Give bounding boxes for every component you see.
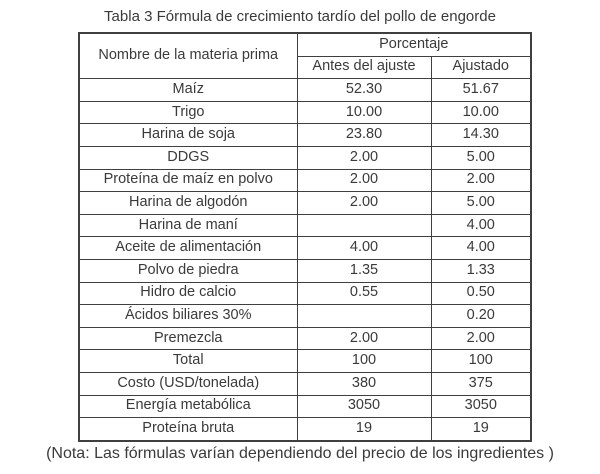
ingredient-name-cell: Proteína de maíz en polvo (79, 169, 297, 192)
ingredient-name-cell: Harina de algodón (79, 192, 297, 215)
column-header-before-adjustment: Antes del ajuste (297, 56, 431, 79)
ingredient-name-cell: Energía metabólica (79, 395, 297, 418)
ingredient-name-cell: Polvo de piedra (79, 259, 297, 282)
ingredient-name-cell: Costo (USD/tonelada) (79, 372, 297, 395)
formula-table (78, 32, 532, 442)
adjusted-cell: 4.00 (431, 214, 531, 237)
ingredient-name-cell: Trigo (79, 101, 297, 124)
adjusted-cell: 1.33 (431, 259, 531, 282)
ingredient-name-cell: Premezcla (79, 327, 297, 350)
table-row (79, 101, 531, 124)
table-header (79, 33, 531, 79)
ingredient-name-cell: Hidro de calcio (79, 282, 297, 305)
table-row (79, 395, 531, 418)
table-row (79, 259, 531, 282)
ingredient-name-cell: DDGS (79, 146, 297, 169)
table-row (79, 124, 531, 147)
table-row (79, 237, 531, 260)
adjusted-cell: 5.00 (431, 146, 531, 169)
before-adjustment-cell (297, 305, 431, 328)
ingredient-name-cell: Ácidos biliares 30% (79, 305, 297, 328)
before-adjustment-cell: 2.00 (297, 192, 431, 215)
before-adjustment-cell (297, 214, 431, 237)
table-body (79, 79, 531, 441)
adjusted-cell: 0.50 (431, 282, 531, 305)
table-caption: Tabla 3 Fórmula de crecimiento tardío del pollo de engorde (104, 8, 496, 25)
before-adjustment-cell: 23.80 (297, 124, 431, 147)
adjusted-cell: 100 (431, 350, 531, 373)
before-adjustment-cell: 3050 (297, 395, 431, 418)
adjusted-cell: 5.00 (431, 192, 531, 215)
table-row (79, 418, 531, 441)
adjusted-cell: 19 (431, 418, 531, 441)
before-adjustment-cell: 4.00 (297, 237, 431, 260)
before-adjustment-cell: 380 (297, 372, 431, 395)
table-row (79, 372, 531, 395)
column-header-ingredient: Nombre de la materia prima (79, 33, 297, 79)
table-row (79, 214, 531, 237)
header-row-1 (79, 33, 531, 56)
adjusted-cell: 14.30 (431, 124, 531, 147)
ingredient-name-cell: Aceite de alimentación (79, 237, 297, 260)
before-adjustment-cell: 2.00 (297, 146, 431, 169)
before-adjustment-cell: 52.30 (297, 79, 431, 102)
table-row (79, 327, 531, 350)
table-row (79, 146, 531, 169)
table-row (79, 192, 531, 215)
table-row (79, 169, 531, 192)
before-adjustment-cell: 10.00 (297, 101, 431, 124)
adjusted-cell: 0.20 (431, 305, 531, 328)
before-adjustment-cell: 2.00 (297, 327, 431, 350)
before-adjustment-cell: 0.55 (297, 282, 431, 305)
column-group-header-percentage: Porcentaje (297, 33, 531, 56)
footnote: (Nota: Las fórmulas varían dependiendo del precio de los ingredientes ) (46, 445, 554, 462)
column-header-adjusted: Ajustado (431, 56, 531, 79)
adjusted-cell: 2.00 (431, 169, 531, 192)
table-row (79, 305, 531, 328)
table-row (79, 350, 531, 373)
adjusted-cell: 375 (431, 372, 531, 395)
adjusted-cell: 2.00 (431, 327, 531, 350)
ingredient-name-cell: Harina de maní (79, 214, 297, 237)
table-row (79, 282, 531, 305)
adjusted-cell: 51.67 (431, 79, 531, 102)
adjusted-cell: 4.00 (431, 237, 531, 260)
ingredient-name-cell: Proteína bruta (79, 418, 297, 441)
before-adjustment-cell: 1.35 (297, 259, 431, 282)
ingredient-name-cell: Harina de soja (79, 124, 297, 147)
before-adjustment-cell: 100 (297, 350, 431, 373)
adjusted-cell: 3050 (431, 395, 531, 418)
ingredient-name-cell: Maíz (79, 79, 297, 102)
table-row (79, 79, 531, 102)
adjusted-cell: 10.00 (431, 101, 531, 124)
ingredient-name-cell: Total (79, 350, 297, 373)
before-adjustment-cell: 2.00 (297, 169, 431, 192)
before-adjustment-cell: 19 (297, 418, 431, 441)
